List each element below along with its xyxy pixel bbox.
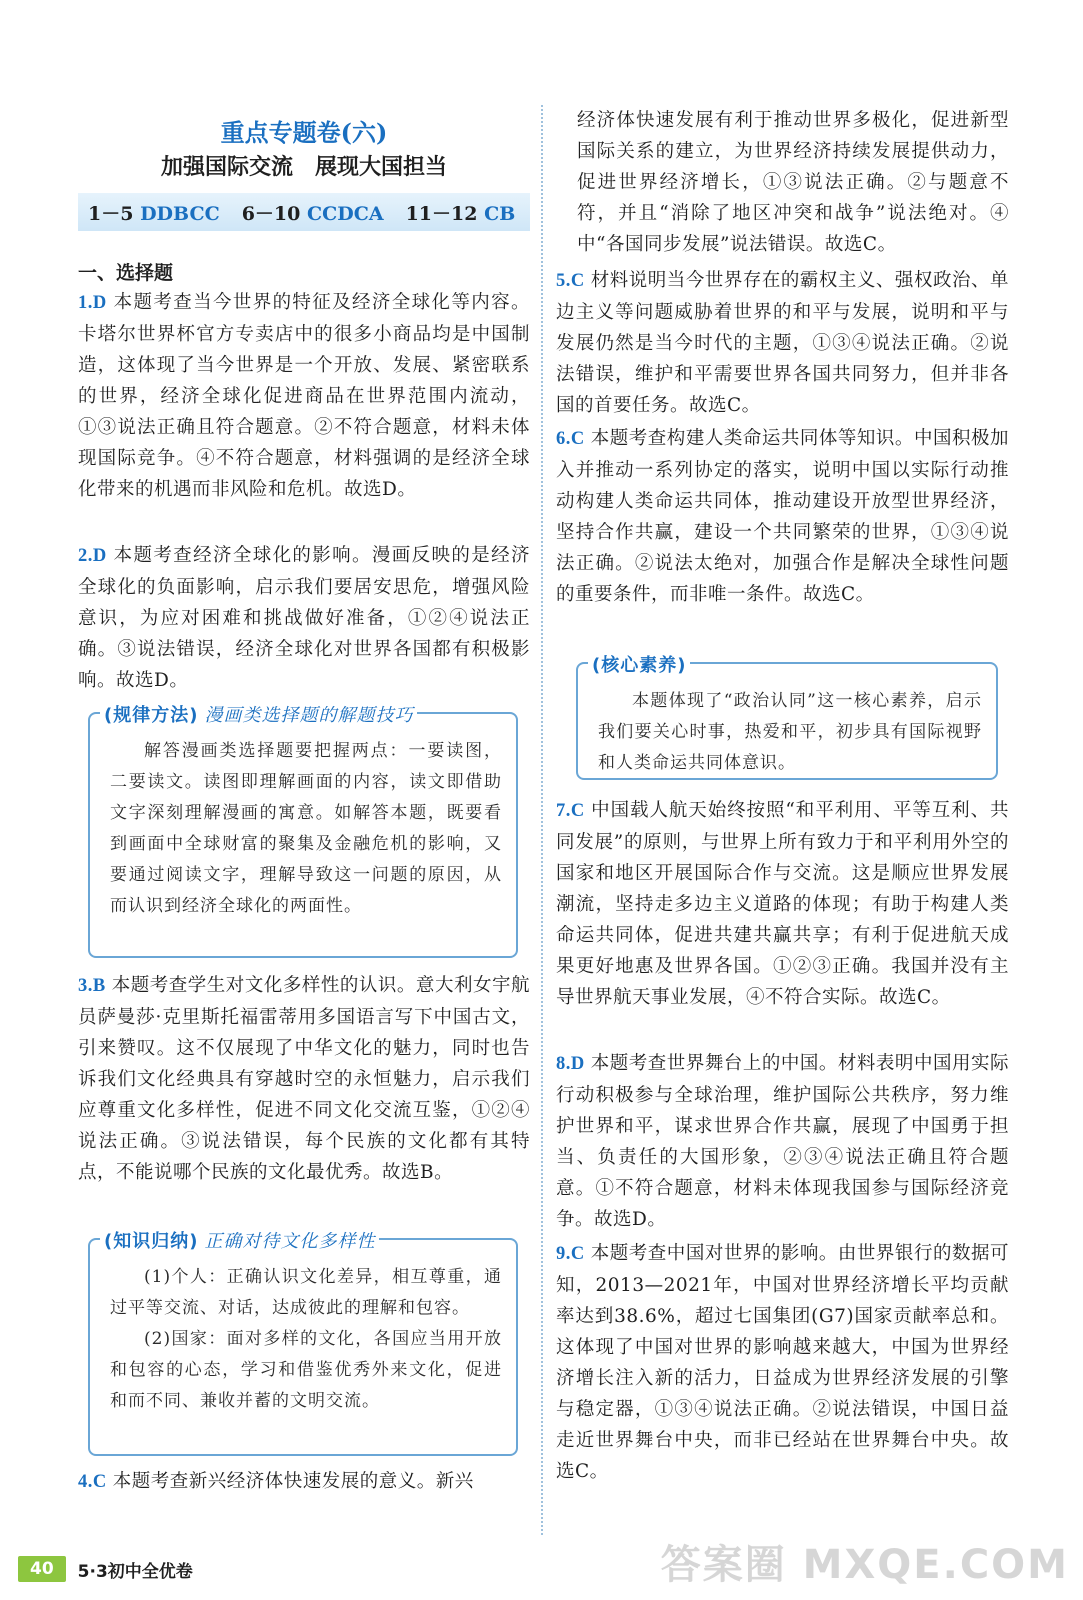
knowledge-box-p1: (1)个人：正确认识文化差异，相互尊重，通过平等交流、对话，达成彼此的理解和包容。	[110, 1267, 502, 1318]
answer-key-3: 11－12 CB	[405, 202, 516, 225]
answer-7: 7.C 中国载人航天始终按照“和平利用、平等互利、共同发展”的原则，与世界上所有致力于和平利用外空的国家和地区开展国际合作与交流。这是顺应世界发展潮流，坚持走多边主义道路的体现；有助于构建人类命运共同体，促进共建共赢共享；有利于促进航天成果更好地惠及世界各国。①②③正确。我国并没有主导世界航天事业发展，④不符合实际。故选C。	[556, 800, 1009, 1008]
knowledge-box-p2: (2)国家：面对多样的文化，各国应当用开放和包容的心态，学习和借鉴优秀外来文化，促进和而不同、兼收并蓄的文明交流。	[110, 1329, 502, 1411]
column-divider	[541, 105, 543, 1535]
answer-9: 9.C 本题考查中国对世界的影响。由世界银行的数据可知，2013—2021年，中国对世界经济增长平均贡献率达到38.6%，超过七国集团(G7)国家贡献率总和。这体现了中国对世界的影响越来越大，中国为世界经济增长注入新的活力，日益成为世界经济发展的引擎与稳定器，①③④说法正确。②说法错误，中国日益走近世界舞台中央，而非已经站在世界舞台中央。故选C。	[556, 1243, 1009, 1482]
book-name: 5·3初中全优卷	[77, 1561, 193, 1582]
knowledge-box-tag: (知识归纳) 正确对待文化多样性	[100, 1226, 379, 1257]
core-literacy-text: 本题体现了“政治认同”这一核心素养，启示我们要关心时事，热爱和平，初步具有国际视野和人类命运共同体意识。	[598, 691, 982, 773]
answer-1: 1.D 本题考查当今世界的特征及经济全球化等内容。卡塔尔世界杯官方专卖店中的很多小商品均是中国制造，这体现了当今世界是一个开放、发展、紧密联系的世界，经济全球化促进商品在世界范围内流动，①③说法正确且符合题意。②不符合题意，材料未体现国际竞争。④不符合题意，材料强调的是经济全球化带来的机遇而非风险和危机。故选D。	[78, 292, 530, 500]
section-heading: 一、选择题	[78, 262, 174, 284]
method-box-tag: (规律方法) 漫画类选择题的解题技巧	[100, 700, 417, 731]
answer-key-2: 6－10 CCDCA	[241, 202, 384, 225]
answer-4-cont: 经济体快速发展有利于推动世界多极化，促进新型国际关系的建立，为世界经济持续发展提供动力，促进世界经济增长，①③说法正确。②与题意不符，并且“消除了地区冲突和战争”说法绝对。④中“各国同步发展”说法错误。故选C。	[577, 110, 1009, 255]
watermark: 答案圈 MXQE.COM	[660, 1542, 1069, 1588]
answer-key-1: 1－5 DDBCC	[88, 202, 220, 225]
answer-8: 8.D 本题考查世界舞台上的中国。材料表明中国用实际行动积极参与全球治理，维护国际公共秩序，努力维护世界和平，谋求世界合作共赢，展现了中国勇于担当、负责任的大国形象，②③④说法正确且符合题意。①不符合题意，材料未体现我国参与国际经济竞争。故选D。	[556, 1053, 1009, 1230]
page-number: 40	[18, 1556, 66, 1582]
answer-4-start: 4.C 本题考查新兴经济体快速发展的意义。新兴	[78, 1471, 474, 1492]
page-subtitle: 加强国际交流 展现大国担当	[160, 155, 447, 180]
answer-5: 5.C 材料说明当今世界存在的霸权主义、强权政治、单边主义等问题威胁着世界的和平与发展，说明和平与发展仍然是当今时代的主题，①③④说法正确。②说法错误，维护和平需要世界各国共同努力，但并非各国的首要任务。故选C。	[556, 270, 1009, 416]
answer-key-bar	[78, 193, 530, 231]
method-box	[88, 705, 518, 958]
core-literacy-box	[576, 655, 998, 780]
method-box-text: 解答漫画类选择题要把握两点：一要读图，二要读文。读图即理解画面的内容，读文即借助文字深刻理解漫画的寓意。如解答本题，既要看到画面中全球财富的聚集及金融危机的影响，又要通过阅读文字，理解导致这一问题的原因，从而认识到经济全球化的两面性。	[110, 741, 502, 916]
core-literacy-tag: (核心素养)	[588, 650, 690, 681]
page-title: 重点专题卷(六)	[220, 118, 388, 147]
answer-2: 2.D 本题考查经济全球化的影响。漫画反映的是经济全球化的负面影响，启示我们要居安思危，增强风险意识，为应对困难和挑战做好准备，①②④说法正确。③说法错误，经济全球化对世界各国都有积极影响。故选D。	[78, 545, 530, 691]
answer-3: 3.B 本题考查学生对文化多样性的认识。意大利女宇航员萨曼莎·克里斯托福雷蒂用多国语言写下中国古文，引来赞叹。这不仅展现了中华文化的魅力，同时也告诉我们文化经典具有穿越时空的永恒魅力，启示我们应尊重文化多样性，促进不同文化交流互鉴，①②④说法正确。③说法错误，每个民族的文化都有其特点，不能说哪个民族的文化最优秀。故选B。	[78, 975, 530, 1183]
answer-6: 6.C 本题考查构建人类命运共同体等知识。中国积极加入并推动一系列协定的落实，说明中国以实际行动推动构建人类命运共同体，推动建设开放型世界经济，坚持合作共赢，建设一个共同繁荣的世界，①③④说法正确。②说法太绝对，加强合作是解决全球性问题的重要条件，而非唯一条件。故选C。	[556, 428, 1009, 605]
knowledge-box	[88, 1231, 518, 1456]
page-footer	[18, 1556, 193, 1582]
